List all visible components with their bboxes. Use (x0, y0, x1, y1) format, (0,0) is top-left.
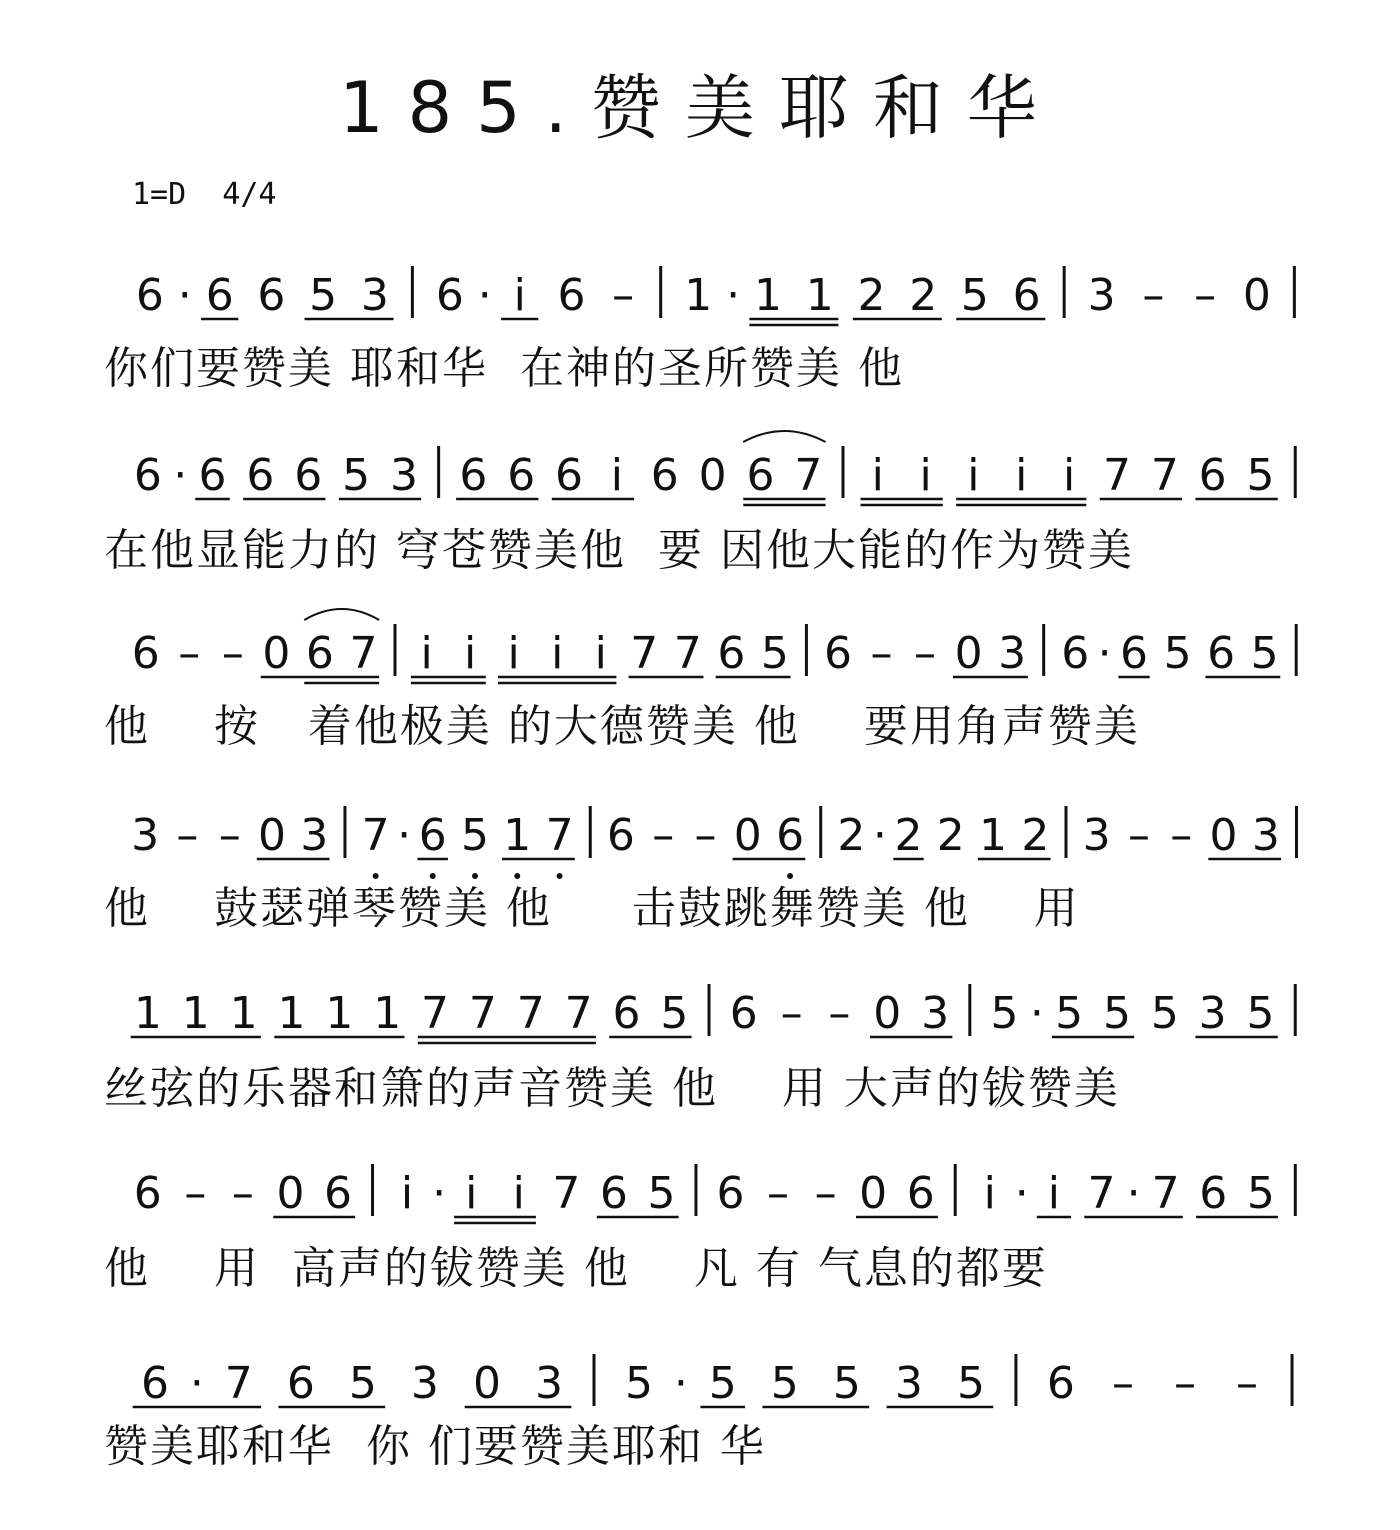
note-digit: 6 (324, 1168, 353, 1219)
note-digit: 6 (131, 628, 160, 679)
note-digit: 6 (294, 450, 323, 501)
note-digit: i (465, 1168, 478, 1219)
note-digit: · (1029, 988, 1044, 1039)
note-digit: 6 (599, 1168, 628, 1219)
note-digit: 3 (535, 1358, 564, 1409)
note-digit: 7 (421, 988, 450, 1039)
notation-svg-2 (0, 430, 1400, 520)
note-digit: · (173, 450, 188, 501)
note-digit: 6 (133, 1168, 162, 1219)
note-digit: i (919, 450, 932, 501)
note-digit: 1 (979, 810, 1008, 861)
note-digit: 6 (1120, 628, 1149, 679)
note-digit: · (1097, 628, 1112, 679)
note-digit: i (1015, 450, 1028, 501)
note-digit: 5 (770, 1358, 799, 1409)
note-digit: 5 (956, 1358, 985, 1409)
note-digit: 6 (418, 810, 447, 861)
note-digit: 1 (133, 988, 162, 1039)
note-digit: 7 (673, 628, 702, 679)
note-digit: – (1127, 810, 1150, 861)
note-digit: 6 (205, 270, 234, 321)
note-digit: 2 (909, 270, 938, 321)
notation-line-4 (0, 790, 1400, 880)
note-digit: 1 (503, 810, 532, 861)
note-digit: 0 (262, 628, 291, 679)
note-digit: 6 (746, 450, 775, 501)
note-digit: 0 (698, 450, 727, 501)
note-digit: 2 (857, 270, 886, 321)
note-digit: 6 (459, 450, 488, 501)
note-digit: 5 (461, 810, 490, 861)
note-digit: – (612, 270, 635, 321)
note-digit: 3 (998, 628, 1027, 679)
note-digit: i (400, 1168, 414, 1219)
notation-line-5 (0, 968, 1400, 1058)
note-digit: 7 (630, 628, 659, 679)
notation-line-1 (0, 250, 1400, 340)
note-digit: 3 (894, 1358, 923, 1409)
note-digit: 6 (286, 1358, 315, 1409)
note-digit: 7 (564, 988, 593, 1039)
note-digit: 6 (555, 450, 584, 501)
notation-line-3 (0, 608, 1400, 698)
note-digit: 6 (198, 450, 227, 501)
note-digit: 3 (1087, 270, 1116, 321)
note-digit: 7 (349, 628, 378, 679)
note-digit: 5 (1150, 988, 1179, 1039)
note-digit: 6 (305, 628, 334, 679)
note-digit: 6 (135, 270, 164, 321)
note-digit: · (1014, 1168, 1029, 1219)
note-digit: 5 (990, 988, 1019, 1039)
note-digit: 3 (131, 810, 160, 861)
note-digit: – (1194, 270, 1217, 321)
note-digit: 1 (181, 988, 210, 1039)
note-digit: i (1063, 450, 1076, 501)
note-digit: – (1142, 270, 1165, 321)
note-digit: 1 (684, 270, 713, 321)
note-digit: 0 (276, 1168, 305, 1219)
note-digit: 0 (1242, 270, 1271, 321)
note-digit: 6 (1046, 1358, 1075, 1409)
note-digit: 6 (729, 988, 758, 1039)
note-digit: · (673, 1358, 688, 1409)
note-digit: – (221, 628, 244, 679)
note-digit: 6 (776, 810, 805, 861)
note-digit: – (814, 1168, 837, 1219)
note-digit: – (652, 810, 675, 861)
notation-line-6 (0, 1148, 1400, 1238)
note-digit: 7 (545, 810, 574, 861)
note-digit: 6 (1199, 1168, 1228, 1219)
note-digit: 6 (650, 450, 679, 501)
note-digit: 6 (823, 628, 852, 679)
note-digit: 0 (859, 1168, 888, 1219)
note-digit: – (218, 810, 241, 861)
note-digit: 3 (389, 450, 418, 501)
note-digit: · (189, 1358, 204, 1409)
note-digit: 6 (1207, 628, 1236, 679)
note-digit: i (967, 450, 980, 501)
note-digit: 5 (960, 270, 989, 321)
lyric-line-7: 赞美耶和华 你 们要赞美耶和 华 (104, 1421, 766, 1472)
note-digit: 6 (246, 450, 275, 501)
note-digit: · (177, 270, 192, 321)
note-digit: 6 (906, 1168, 935, 1219)
note-digit: – (1111, 1358, 1134, 1409)
notation-svg-1 (0, 250, 1400, 340)
note-digit: · (432, 1168, 447, 1219)
note-digit: 3 (921, 988, 950, 1039)
note-digit: i (594, 628, 607, 679)
note-digit: – (1236, 1358, 1259, 1409)
note-digit: 6 (141, 1358, 170, 1409)
note-digit: 0 (954, 628, 983, 679)
note-digit: 1 (229, 988, 258, 1039)
note-digit: 6 (507, 450, 536, 501)
note-digit: 6 (133, 450, 162, 501)
note-digit: 3 (360, 270, 389, 321)
note-digit: 7 (516, 988, 545, 1039)
notation-svg-3 (0, 608, 1400, 698)
note-digit: 2 (1021, 810, 1050, 861)
note-digit: i (871, 450, 884, 501)
note-digit: i (983, 1168, 996, 1219)
note-digit: 7 (1151, 1168, 1180, 1219)
note-digit: 5 (1055, 988, 1084, 1039)
note-digit: 6 (716, 1168, 745, 1219)
note-digit: i (551, 628, 564, 679)
note-digit: 6 (257, 270, 286, 321)
slur-arc (304, 609, 379, 620)
note-digit: · (477, 270, 492, 321)
note-digit: 3 (1082, 810, 1111, 861)
note-digit: 5 (1246, 988, 1275, 1039)
note-digit: 7 (794, 450, 823, 501)
lyric-line-2: 在他显能力的 穹苍赞美他 要 因他大能的作为赞美 (104, 525, 1134, 576)
note-digit: 7 (1150, 450, 1179, 501)
note-digit: 2 (936, 810, 965, 861)
note-digit: 7 (1102, 450, 1131, 501)
notation-svg-6 (0, 1148, 1400, 1238)
note-digit: i (1047, 1168, 1061, 1219)
note-digit: 2 (837, 810, 866, 861)
note-digit: 7 (552, 1168, 581, 1219)
note-digit: 7 (361, 810, 390, 861)
note-digit: 6 (1198, 450, 1227, 501)
note-digit: 0 (873, 988, 902, 1039)
note-digit: 7 (468, 988, 497, 1039)
note-digit: – (1174, 1358, 1197, 1409)
key-time-signature: 1=D 4/4 (132, 177, 277, 212)
note-digit: – (870, 628, 893, 679)
note-digit: 6 (606, 810, 635, 861)
note-digit: 0 (1209, 810, 1238, 861)
note-digit: 5 (624, 1358, 653, 1409)
note-digit: 6 (435, 270, 464, 321)
note-digit: – (184, 1168, 207, 1219)
note-digit: 0 (472, 1358, 501, 1409)
note-digit: i (420, 628, 433, 679)
note-digit: 5 (647, 1168, 676, 1219)
note-digit: 5 (348, 1358, 377, 1409)
note-digit: 6 (1012, 270, 1041, 321)
song-title: 185.赞美耶和华 (339, 67, 1061, 149)
note-digit: 1 (277, 988, 306, 1039)
note-digit: i (507, 628, 520, 679)
note-digit: 0 (258, 810, 287, 861)
note-digit: i (513, 270, 526, 321)
lyric-line-5: 丝弦的乐器和箫的声音赞美 他 用 大声的钹赞美 (104, 1063, 1120, 1114)
note-digit: 5 (1163, 628, 1192, 679)
lyric-line-4: 他 鼓瑟弹琴赞美 他 击鼓跳舞赞美 他 用 (104, 883, 1080, 934)
note-digit: 5 (1250, 628, 1279, 679)
lyric-line-6: 他 用 高声的钹赞美 他 凡 有 气息的都要 (104, 1243, 1048, 1294)
note-digit: 5 (309, 270, 338, 321)
note-digit: 5 (1246, 450, 1275, 501)
note-digit: 1 (805, 270, 834, 321)
note-digit: 1 (754, 270, 783, 321)
note-digit: 5 (660, 988, 689, 1039)
note-digit: 6 (1061, 628, 1090, 679)
note-digit: · (1126, 1168, 1141, 1219)
note-digit: · (872, 810, 887, 861)
lyric-line-1: 你们要赞美 耶和华 在神的圣所赞美 他 (104, 343, 904, 394)
note-digit: 6 (717, 628, 746, 679)
notation-svg-5 (0, 968, 1400, 1058)
note-digit: 3 (410, 1358, 439, 1409)
note-digit: 6 (557, 270, 586, 321)
note-digit: 5 (760, 628, 789, 679)
note-digit: 5 (342, 450, 371, 501)
note-digit: – (694, 810, 717, 861)
note-digit: 5 (1102, 988, 1131, 1039)
slur-arc (743, 431, 825, 442)
note-digit: – (231, 1168, 254, 1219)
note-digit: 3 (1198, 988, 1227, 1039)
notation-svg-4 (0, 790, 1400, 880)
note-digit: 7 (1087, 1168, 1116, 1219)
note-digit: 3 (300, 810, 329, 861)
note-digit: 0 (733, 810, 762, 861)
note-digit: 7 (224, 1358, 253, 1409)
note-digit: 2 (894, 810, 923, 861)
note-digit: 3 (1251, 810, 1280, 861)
note-digit: – (178, 628, 201, 679)
note-digit: · (397, 810, 412, 861)
note-digit: – (767, 1168, 790, 1219)
note-digit: 5 (1246, 1168, 1275, 1219)
note-digit: – (828, 988, 851, 1039)
note-digit: i (512, 1168, 525, 1219)
lyric-line-3: 他 按 着他极美 的大德赞美 他 要用角声赞美 (104, 701, 1140, 752)
note-digit: i (463, 628, 477, 679)
note-digit: 1 (373, 988, 402, 1039)
note-digit: 6 (612, 988, 641, 1039)
note-digit: – (176, 810, 199, 861)
note-digit: – (914, 628, 937, 679)
note-digit: i (610, 450, 624, 501)
note-digit: 5 (832, 1358, 861, 1409)
note-digit: – (1170, 810, 1193, 861)
note-digit: 5 (708, 1358, 737, 1409)
note-digit: 1 (325, 988, 354, 1039)
notation-line-2 (0, 430, 1400, 520)
note-digit: · (726, 270, 741, 321)
note-digit: – (780, 988, 803, 1039)
